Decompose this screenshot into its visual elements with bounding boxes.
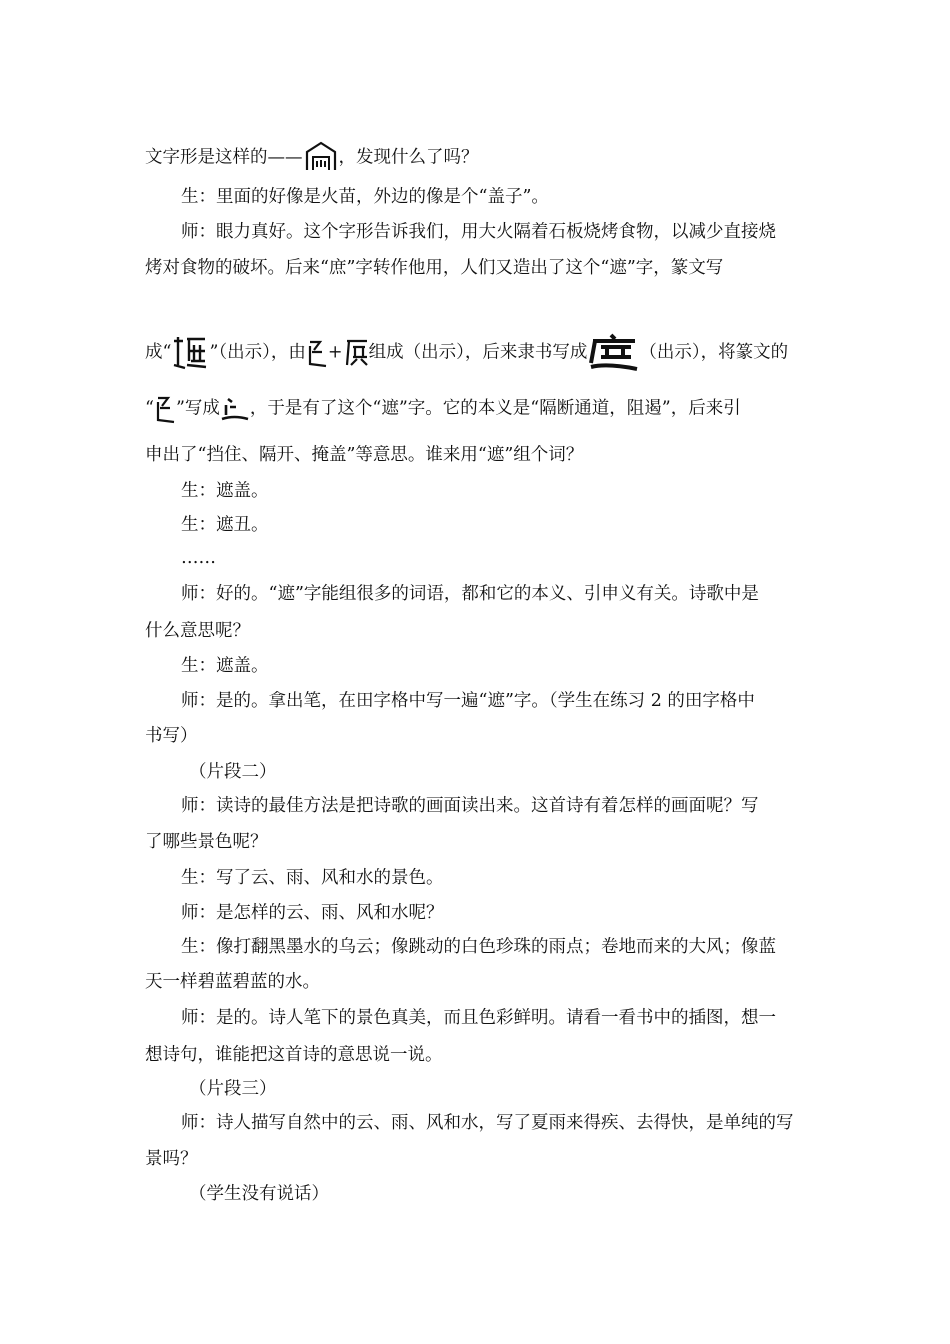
paragraph-line: 成“ ”（出示），由 + 组成（出示），后来隶书写成 （出示），将篆文的	[145, 333, 788, 373]
paragraph-line: 天一样碧蓝碧蓝的水。	[145, 972, 320, 992]
paragraph-line: ……	[181, 548, 216, 568]
text: ，发现什么了吗？	[338, 147, 479, 168]
paragraph-line: 师：是的。诗人笔下的景色真美，而且色彩鲜明。请看一看书中的插图，想一	[181, 1008, 776, 1028]
paragraph-line: 师：诗人描写自然中的云、雨、风和水，写了夏雨来得疾、去得快，是单纯的写	[181, 1113, 794, 1133]
paragraph-line: 生：里面的好像是火苗，外边的像是个“盖子”。	[181, 187, 549, 207]
paragraph-line: 师：眼力真好。这个字形告诉我们，用大火隔着石板烧烤食物，以减少直接烧	[181, 222, 776, 242]
text: 文字形是这样的——	[145, 147, 303, 168]
paragraph-line: 书写）	[145, 726, 198, 746]
paragraph-line: 师：是怎样的云、雨、风和水呢？	[181, 903, 444, 923]
seal-script-zhe-image	[171, 335, 209, 371]
seal-radical-image	[306, 338, 328, 368]
paragraph-line: 师：是的。拿出笔，在田字格中写一遍“遮”字。（学生在练习 2 的田字格中	[181, 691, 755, 711]
paragraph-line: 烤对食物的破坏。后来“庶”字转作他用，人们又造出了这个“遮”字，篆文写	[145, 258, 724, 278]
paragraph-line: 什么意思呢？	[145, 621, 250, 641]
paragraph-line: （学生没有说话）	[189, 1184, 329, 1204]
seal-shu-image	[343, 337, 369, 369]
paragraph-line: 师：读诗的最佳方法是把诗歌的画面读出来。这首诗有着怎样的画面呢？写	[181, 796, 759, 816]
paragraph-line: 想诗句，谁能把这首诗的意思说一说。	[145, 1045, 443, 1065]
paragraph-line: “ ”写成 ，于是有了这个“遮”字。它的本义是“隔断通道，阻遏”，后来引	[145, 394, 741, 424]
paragraph-line: 了哪些景色呢？	[145, 832, 268, 852]
paragraph-line: 生：遮丑。	[181, 515, 269, 535]
paragraph-line: 生：像打翻黑墨水的乌云；像跳动的白色珍珠的雨点；卷地而来的大风；像蓝	[181, 937, 776, 957]
paragraph-line: 生：遮盖。	[181, 481, 269, 501]
paragraph-line	[145, 140, 479, 176]
seal-radical-image	[154, 394, 176, 424]
paragraph-line: 景吗？	[145, 1149, 198, 1169]
section-heading: （片段三）	[189, 1079, 277, 1099]
paragraph-line: 申出了“挡住、隔开、掩盖”等意思。谁来用“遮”组个词？	[145, 445, 584, 465]
paragraph-line: 生：遮盖。	[181, 656, 269, 676]
ancient-character-image	[303, 140, 339, 176]
clerical-script-zhe-image	[587, 333, 639, 373]
section-heading: （片段二）	[189, 762, 277, 782]
paragraph-line: 师：好的。“遮”字能组很多的词语，都和它的本义、引申义有关。诗歌中是	[181, 584, 759, 604]
paragraph-line: 生：写了云、雨、风和水的景色。	[181, 868, 444, 888]
clerical-radical-image	[220, 395, 250, 423]
